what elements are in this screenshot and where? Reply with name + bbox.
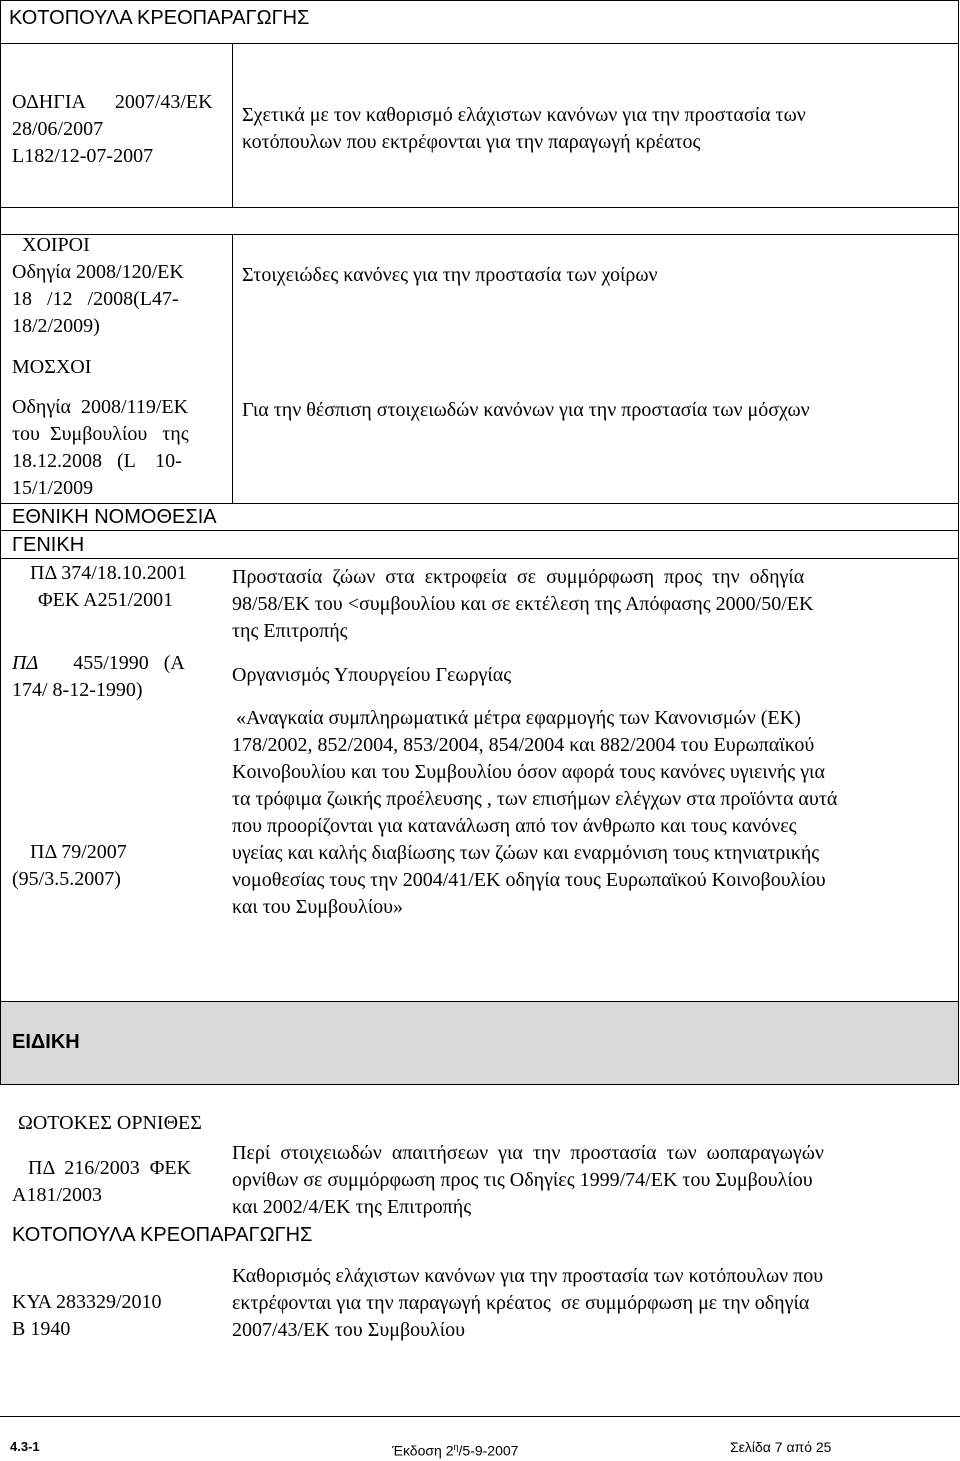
desc-line: Προστασία ζώων στα εκτροφεία σε συμμόρφωση προς την οδηγία	[232, 566, 805, 588]
directive-reference	[12, 89, 227, 170]
table-border-right	[958, 0, 959, 1085]
kya-description	[232, 1263, 946, 1344]
desc-line: και του Συμβουλίου»	[232, 896, 404, 918]
table-rule-2	[0, 207, 959, 208]
calves-description: Για την θέσπιση στοιχειωδών κανόνων για την προστασία των μόσχων	[242, 399, 810, 421]
ref-line: (95/3.5.2007)	[12, 868, 121, 890]
heading-laying-hens: ΩΟΤΟΚΕΣ ΟΡΝΙΘΕΣ	[18, 1112, 202, 1134]
desc-line: 178/2002, 852/2004, 853/2004, 854/2004 και 882/2004 του Ευρωπαϊκού	[232, 734, 815, 756]
ref-line: 18/2/2009)	[12, 315, 100, 337]
ref-line: Α181/2003	[12, 1184, 102, 1206]
desc-line: Κοινοβουλίου και του Συμβουλίου όσον αφορά τους κανόνες υγιεινής για	[232, 761, 825, 783]
desc-line: 98/58/ΕΚ του <συμβουλίου και σε εκτέλεση της Απόφασης 2000/50/ΕΚ	[232, 593, 814, 615]
footer-code: 4.3-1	[10, 1439, 40, 1454]
heading-pigs: ΧΟΙΡΟΙ	[22, 234, 90, 256]
desc-line: 2007/43/ΕΚ του Συμβουλίου	[232, 1319, 466, 1341]
special-header-shading	[1, 1002, 958, 1084]
ref-line: 18 /12 /2008(L47-	[12, 288, 179, 310]
edition-date: /5-9-2007	[458, 1442, 519, 1459]
footer-edition	[392, 1439, 518, 1459]
table-border-bottom	[0, 1084, 959, 1085]
pd-455-description: Οργανισμός Υπουργείου Γεωργίας	[232, 664, 512, 686]
table-rule-3	[0, 234, 959, 235]
calves-reference	[12, 394, 227, 502]
ref-line: 174/ 8-12-1990)	[12, 679, 143, 701]
table-border-left	[0, 0, 1, 1085]
ref-line: 18.12.2008 (L 10-	[12, 450, 182, 472]
ref-line: L182/12-07-2007	[12, 145, 154, 167]
ref-line: ΟΔΗΓΙΑ 2007/43/ΕΚ	[12, 91, 213, 113]
table-rule-1	[0, 43, 959, 44]
pd-374-description	[232, 564, 946, 645]
heading-calves: ΜΟΣΧΟΙ	[12, 356, 92, 378]
heading-national-legislation: ΕΘΝΙΚΗ ΝΟΜΟΘΕΣΙΑ	[12, 506, 217, 528]
desc-line: «Αναγκαία συμπληρωματικά μέτρα εφαρμογής των Κανονισμών (ΕΚ)	[236, 707, 801, 729]
laying-hens-description	[232, 1140, 946, 1221]
pd-79-reference	[12, 839, 222, 893]
section-title-broilers: ΚΟΤΟΠΟΥΛΑ ΚΡΕΟΠΑΡΑΓΩΓΗΣ	[9, 7, 310, 29]
desc-line: και 2002/4/ΕΚ της Επιτροπής	[232, 1196, 472, 1218]
edition-sup: η	[453, 1442, 459, 1452]
pigs-description: Στοιχειώδες κανόνες για την προστασία των χοίρων	[242, 264, 658, 286]
pd-374-reference	[30, 560, 220, 614]
ref-line: Οδηγία 2008/120/ΕΚ	[12, 261, 184, 283]
desc-line: που προορίζονται για κατανάλωση από τον άνθρωπο και τους κανόνες	[232, 815, 797, 837]
kya-reference	[12, 1289, 217, 1343]
ref-line: ΠΔ 374/18.10.2001	[30, 562, 187, 584]
ref-line: ΠΔ 79/2007	[30, 841, 127, 863]
table-border-top	[0, 0, 959, 1]
heading-general: ΓΕΝΙΚΗ	[12, 534, 85, 556]
pd-label: ΠΔ	[12, 652, 39, 674]
heading-special: ΕΙΔΙΚΗ	[12, 1031, 80, 1053]
ref-line: 15/1/2009	[12, 477, 94, 499]
desc-line: κοτόπουλων που εκτρέφονται για την παραγωγή κρέατος	[242, 131, 701, 153]
desc-line: Σχετικά με τον καθορισμό ελάχιστων κανόνων για την προστασία των	[242, 104, 806, 126]
ref-line: του Συμβουλίου της	[12, 423, 189, 445]
footer-rule	[0, 1416, 960, 1417]
directive-description	[242, 102, 952, 156]
pd-455-reference	[12, 650, 217, 704]
edition-label: Έκδοση 2	[392, 1442, 454, 1459]
desc-line: νομοθεσίας τους την 2004/41/ΕΚ οδηγία τους Ευρωπαϊκού Κοινοβουλίου	[232, 869, 826, 891]
ref-line	[12, 650, 217, 677]
footer-page-number: Σελίδα 7 από 25	[730, 1439, 832, 1455]
ref-line: 28/06/2007	[12, 118, 104, 140]
desc-line: εκτρέφονται για την παραγωγή κρέατος σε συμμόρφωση με την οδηγία	[232, 1292, 810, 1314]
column-divider-2	[232, 234, 233, 504]
desc-line: τα τρόφιμα ζωικής προέλευσης , των επισήμων ελέγχων στα προϊόντα αυτά	[232, 788, 838, 810]
desc-line: Καθορισμός ελάχιστων κανόνων για την προστασία των κοτόπουλων που	[232, 1265, 824, 1287]
ref-line: Β 1940	[12, 1318, 71, 1340]
desc-line: της Επιτροπής	[232, 620, 348, 642]
ref-line: ΚΥΑ 283329/2010	[12, 1291, 162, 1313]
desc-line: Περί στοιχειωδών απαιτήσεων για την προστασία των ωοπαραγωγών	[232, 1142, 824, 1164]
desc-line: ορνίθων σε συμμόρφωση προς τις Οδηγίες 1999/74/ΕΚ του Συμβουλίου	[232, 1169, 813, 1191]
column-divider-1	[232, 43, 233, 207]
laying-hens-reference	[12, 1155, 217, 1209]
pigs-reference	[12, 259, 227, 340]
heading-broilers-2: ΚΟΤΟΠΟΥΛΑ ΚΡΕΟΠΑΡΑΓΩΓΗΣ	[12, 1224, 313, 1246]
ref-line: ΦΕΚ Α251/2001	[38, 589, 174, 611]
desc-line: υγείας και καλής διαβίωσης των ζώων και εναρμόνιση τους κτηνιατρικής	[232, 842, 820, 864]
pd-79-description	[232, 705, 946, 921]
ref-line: ΠΔ 216/2003 ΦΕΚ	[28, 1157, 192, 1179]
ref-line: Οδηγία 2008/119/ΕΚ	[12, 396, 189, 418]
pd-455-number: 455/1990 (Α	[38, 652, 185, 674]
table-rule-6	[0, 558, 959, 559]
